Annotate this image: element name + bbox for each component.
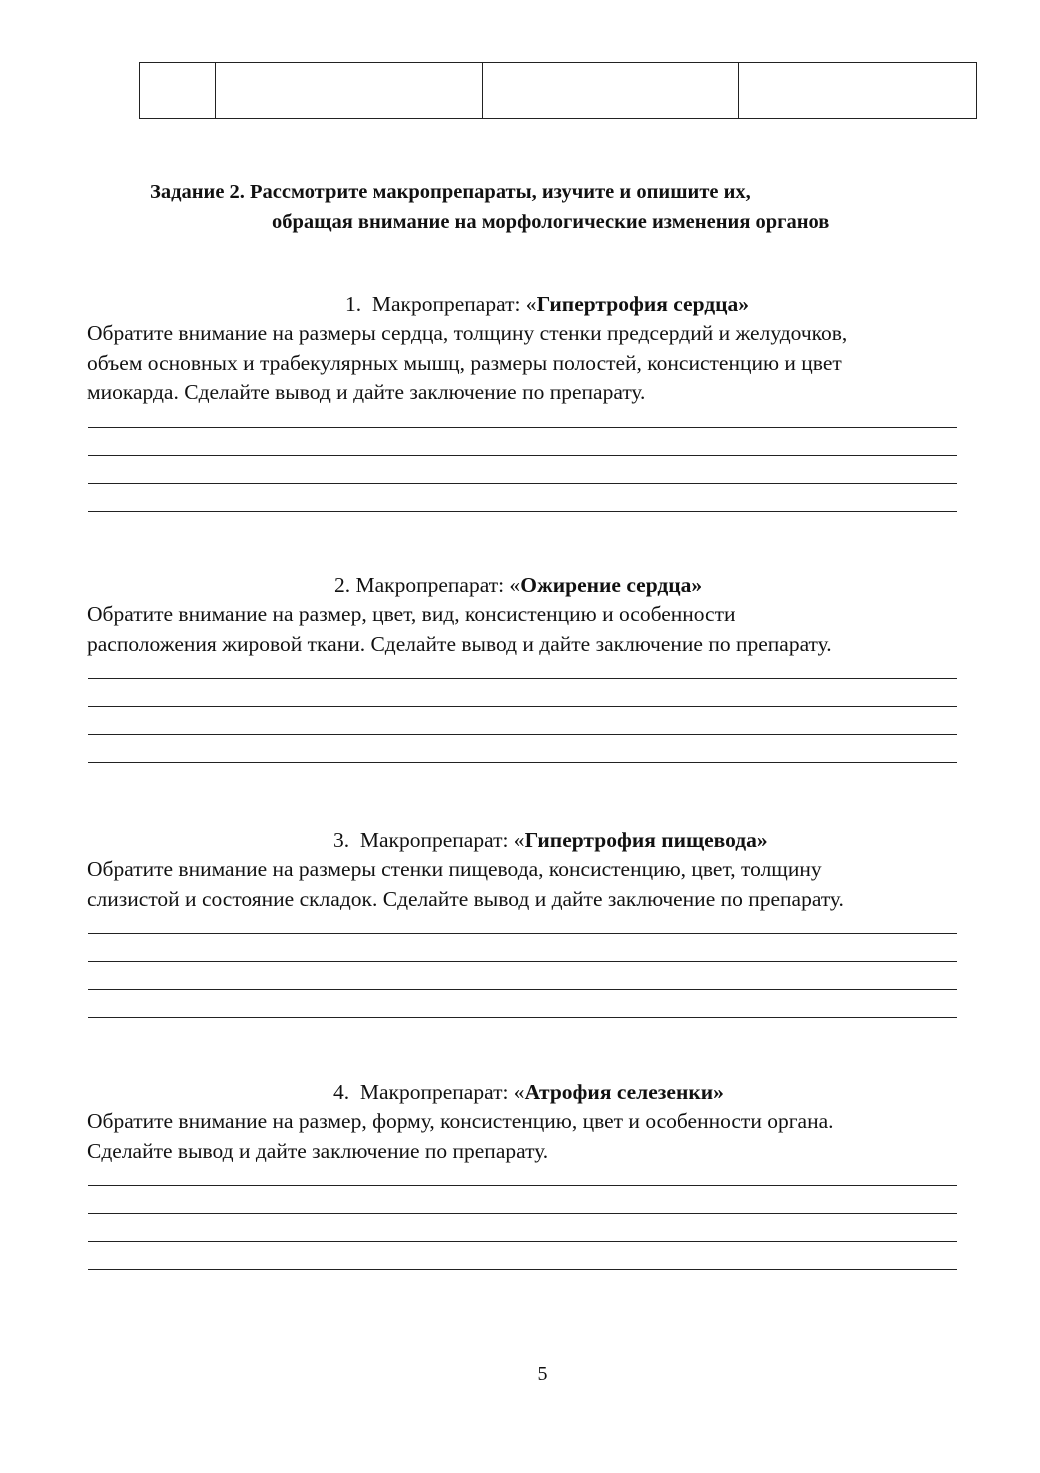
specimen-name: Гипертрофия сердца» bbox=[536, 292, 750, 316]
section-number: 2. bbox=[334, 573, 351, 597]
table-cell bbox=[739, 63, 977, 119]
description-line: расположения жировой ткани. Сделайте вывод и дайте заключение по препарату. bbox=[87, 631, 832, 656]
task-title-line-2: обращая внимание на морфологические изменения органов bbox=[272, 211, 830, 233]
answer-line-2[interactable] bbox=[88, 1213, 957, 1214]
specimen-name: Атрофия селезенки» bbox=[524, 1080, 724, 1104]
section-heading bbox=[334, 571, 702, 599]
specimen-name: Ожирение сердца» bbox=[520, 573, 703, 597]
answer-line-1[interactable] bbox=[88, 678, 957, 679]
answer-line-3[interactable] bbox=[88, 483, 957, 484]
answer-line-2[interactable] bbox=[88, 961, 957, 962]
specimen-name: Гипертрофия пищевода» bbox=[524, 828, 768, 852]
section-description bbox=[87, 855, 977, 914]
description-line: Обратите внимание на размер, цвет, вид, консистенцию и особенности bbox=[87, 602, 736, 626]
section-number: 1. bbox=[345, 292, 362, 316]
section-heading bbox=[345, 290, 749, 318]
description-line: слизистой и состояние складок. Сделайте вывод и дайте заключение по препарату. bbox=[87, 886, 844, 911]
table-cell bbox=[215, 63, 482, 119]
section-number: 4. bbox=[333, 1080, 350, 1104]
section-prefix: Макропрепарат: « bbox=[371, 292, 537, 316]
top-table bbox=[139, 62, 977, 119]
description-line: объем основных и трабекулярных мышц, размеры полостей, консистенцию и цвет bbox=[87, 350, 842, 375]
answer-line-1[interactable] bbox=[88, 1185, 957, 1186]
section-prefix: Макропрепарат: « bbox=[359, 1080, 525, 1104]
task-title-line-1: Задание 2. Рассмотрите макропрепараты, изучите и опишите их, bbox=[150, 181, 751, 203]
section-description bbox=[87, 1107, 977, 1166]
section-description bbox=[87, 319, 977, 408]
answer-line-4[interactable] bbox=[88, 1017, 957, 1018]
answer-line-3[interactable] bbox=[88, 1241, 957, 1242]
description-line: Сделайте вывод и дайте заключение по препарату. bbox=[87, 1138, 549, 1163]
table-row bbox=[140, 63, 977, 119]
answer-line-4[interactable] bbox=[88, 762, 957, 763]
table-cell bbox=[140, 63, 216, 119]
section-description bbox=[87, 600, 977, 659]
section-heading bbox=[333, 826, 768, 854]
description-line: Обратите внимание на размер, форму, консистенцию, цвет и особенности органа. bbox=[87, 1109, 834, 1133]
answer-line-1[interactable] bbox=[88, 427, 957, 428]
description-line: миокарда. Сделайте вывод и дайте заключение по препарату. bbox=[87, 380, 646, 404]
answer-line-4[interactable] bbox=[88, 1269, 957, 1270]
page-number: 5 bbox=[537, 1363, 548, 1385]
description-line: Обратите внимание на размеры стенки пищевода, консистенцию, цвет, толщину bbox=[87, 857, 822, 881]
answer-line-3[interactable] bbox=[88, 989, 957, 990]
answer-line-1[interactable] bbox=[88, 933, 957, 934]
description-line: Обратите внимание на размеры сердца, толщину стенки предсердий и желудочков, bbox=[87, 321, 848, 345]
section-prefix: Макропрепарат: « bbox=[355, 573, 521, 597]
answer-line-3[interactable] bbox=[88, 734, 957, 735]
answer-line-2[interactable] bbox=[88, 706, 957, 707]
answer-line-2[interactable] bbox=[88, 455, 957, 456]
section-prefix: Макропрепарат: « bbox=[359, 828, 525, 852]
table-cell bbox=[482, 63, 738, 119]
section-heading bbox=[333, 1078, 724, 1106]
section-number: 3. bbox=[333, 828, 350, 852]
answer-line-4[interactable] bbox=[88, 511, 957, 512]
